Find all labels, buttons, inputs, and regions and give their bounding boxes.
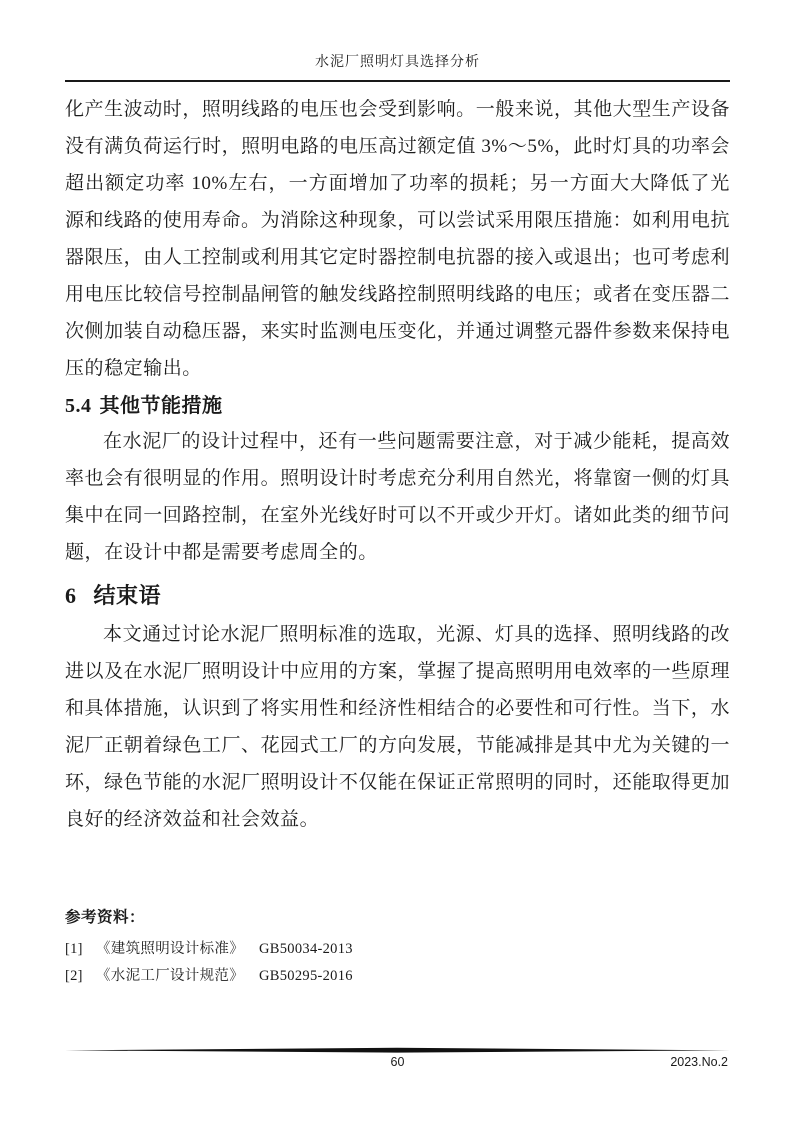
reference-item xyxy=(65,963,730,990)
reference-standard-code: GB50295-2016 xyxy=(259,968,353,984)
document-body xyxy=(0,82,793,990)
reference-item xyxy=(65,936,730,963)
section-title: 结束语 xyxy=(93,583,162,608)
reference-name: 《水泥工厂设计规范》 xyxy=(96,968,244,984)
section-heading-6 xyxy=(65,581,730,610)
references-title: 参考资料： xyxy=(65,909,146,926)
section-heading-5-4 xyxy=(65,393,730,419)
issue-label: 2023.No.2 xyxy=(670,1055,728,1069)
page-number: 60 xyxy=(390,1055,405,1069)
footer-rule xyxy=(65,1047,730,1054)
section-number: 5.4 xyxy=(65,395,92,417)
paragraph-section-6: 本文通过讨论水泥厂照明标准的选取，光源、灯具的选择、照明线路的改进以及在水泥厂照明设计中应用的方案，掌握了提高照明用电效率的一些原理和具体措施，认识到了将实用性和经济性相结合的必要性和可行性。当下，水泥厂正朝着绿色工厂、花园式工厂的方向发展，节能减排是其中尤为关键的一环，绿色节能的水泥厂照明设计不仅能在保证正常照明的同时，还能取得更加良好的经济效益和社会效益。 xyxy=(65,624,730,830)
reference-index: [2] xyxy=(65,968,83,984)
section-number: 6 xyxy=(65,583,77,608)
footer-text-row xyxy=(65,1055,730,1073)
page-footer xyxy=(65,1047,730,1073)
reference-index: [1] xyxy=(65,941,83,957)
reference-name: 《建筑照明设计标准》 xyxy=(96,941,244,957)
reference-standard-code: GB50034-2013 xyxy=(259,941,353,957)
references-block xyxy=(65,908,730,990)
running-title: 水泥厂照明灯具选择分析 xyxy=(315,55,480,70)
paragraph-continuation: 化产生波动时，照明线路的电压也会受到影响。一般来说，其他大型生产设备没有满负荷运行时，照明电路的电压高过额定值 3%～5%，此时灯具的功率会超出额定功率 10%左右，一方面增加了功率的损耗；另一方面大大降低了光源和线路的使用寿命。为消除这种现象，可以尝试采用限压措施：如利用电抗器限压，由人工控制或利用其它定时器控制电抗器的接入或退出；也可考虑利用电压比较信号控制晶闸管的触发线路控制照明线路的电压；或者在变压器二次侧加装自动稳压器，来实时监测电压变化，并通过调整元器件参数来保持电压的稳定输出。 xyxy=(65,99,730,379)
section-title: 其他节能措施 xyxy=(99,395,223,417)
paragraph-section-5-4: 在水泥厂的设计过程中，还有一些问题需要注意，对于减少能耗，提高效率也会有很明显的作用。照明设计时考虑充分利用自然光，将靠窗一侧的灯具集中在同一回路控制，在室外光线好时可以不开或少开灯。诸如此类的细节问题，在设计中都是需要考虑周全的。 xyxy=(65,431,730,563)
page-header xyxy=(0,0,793,82)
